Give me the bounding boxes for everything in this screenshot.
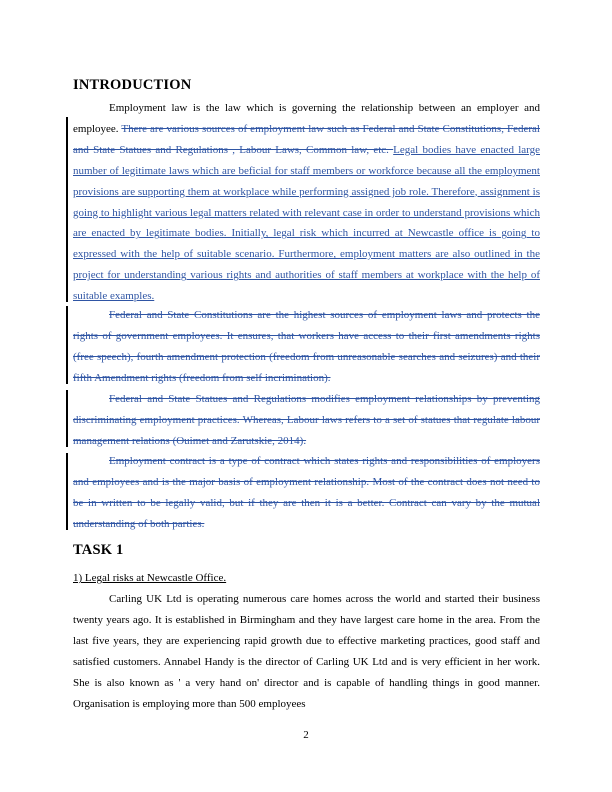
deleted-text: There are various sources of employment law such as Federal and State Constitutions, Federal and State Statues and Regulations , Labour Laws, Common law, etc.	[73, 122, 540, 156]
deleted-text: Employment contract is a type of contract which states rights and responsibilities of employers and employees and is the major basis of employment relationship. Most of the contract does not need to be in written to be legally valid, but if they are then it is a better. Contract can vary by the mutual understanding of both parties.	[73, 455, 540, 530]
page-number: 2	[303, 729, 309, 741]
task-1-heading: TASK 1	[73, 542, 124, 558]
revision-bar	[66, 390, 68, 447]
task-1-paragraph	[73, 589, 540, 714]
intro-paragraph-4	[73, 451, 540, 535]
introduction-heading: INTRODUCTION	[73, 77, 192, 93]
intro-paragraph-1	[73, 98, 540, 307]
intro-paragraph-3	[73, 389, 540, 452]
task-1-subheading: 1) Legal risks at Newcastle Office.	[73, 572, 227, 584]
revision-bar	[66, 306, 68, 384]
deleted-text: Federal and State Constitutions are the highest sources of employment laws and protects the rights of government employees. It ensures, that workers have access to their first amendments rights (free speech), fourth amendment protection (freedom from unreasonable searches and seizures) and their fifth Amendment rights (freedom from self incrimination).	[73, 309, 540, 384]
task-1-body-text: Carling UK Ltd is operating numerous care homes across the world and started their business twenty years ago. It is established in Birmingham and they have largest care home in the area. From the last five years, they are experiencing rapid growth due to effective marketing practices, good staff and satisfied customers. Annabel Handy is the director of Carling UK Ltd and is very efficient in her work. She is also known as ' a very hand on' director and is capable of handling things in good manner. Organisation is employing more than 500 employees	[73, 593, 540, 710]
revision-bar	[66, 117, 68, 302]
revision-bar	[66, 453, 68, 530]
intro-plain-text: Employment law is the law which is governing the relationship between an employer and employee.	[73, 102, 540, 135]
intro-paragraph-2	[73, 305, 540, 389]
deleted-text: Federal and State Statues and Regulations modifies employment relationships by preventing discriminating employment practices. Whereas, Labour laws refers to a set of statues that regulate labour management relations (Ouimet and Zarutskie, 2014).	[73, 393, 540, 447]
inserted-text: Legal bodies have enacted large number of legitimate laws which are beficial for staff members or workforce because all the employment provisions are supporting them at workplace while performing assigned job role. Therefore, assignment is going to highlight various legal matters related with relevant case in order to understand provisions which are enacted by legitimate bodies. Initially, legal risk which incurred at Newcastle office is going to expressed with the help of suitable scenario. Furthermore, employment matters are also outlined in the project for understanding various rights and authorities of staff members at workplace with the help of suitable examples.	[73, 143, 540, 303]
